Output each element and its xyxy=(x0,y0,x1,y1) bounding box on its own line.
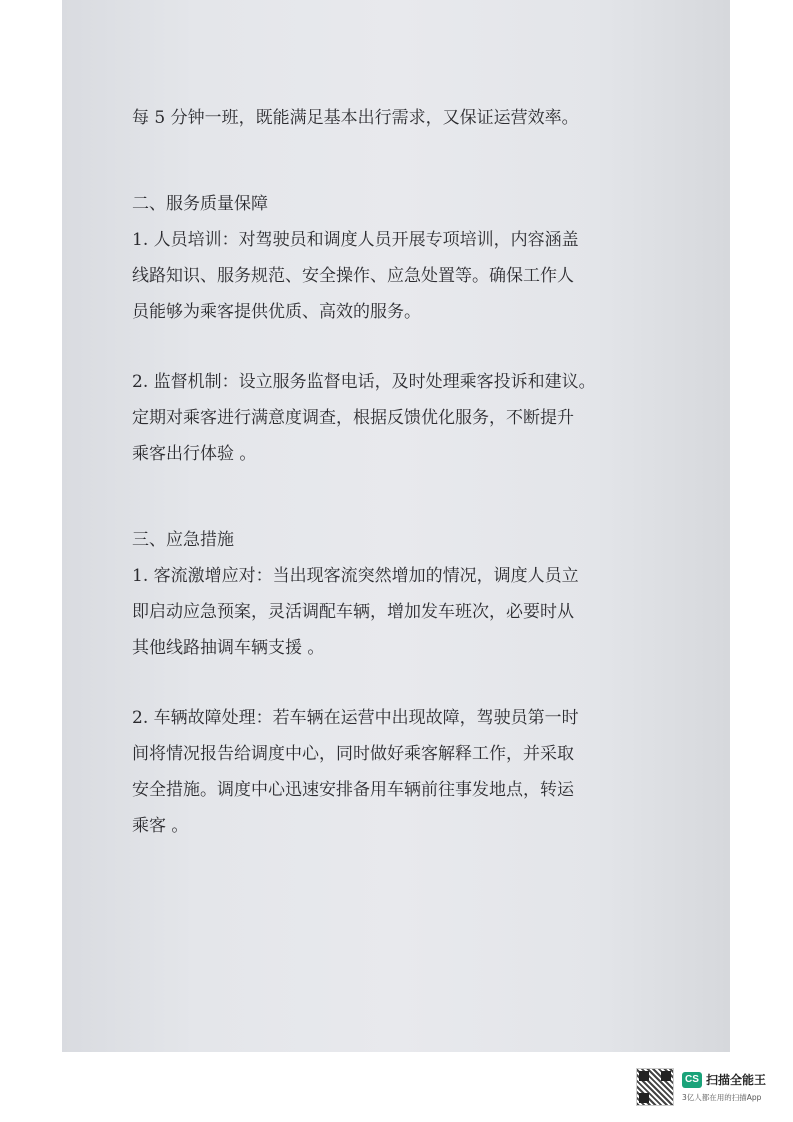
section-3-heading: 三、应急措施 xyxy=(132,530,234,550)
qr-code-icon xyxy=(636,1068,674,1106)
paragraph-line: 定期对乘客进行满意度调查，根据反馈优化服务，不断提升 xyxy=(132,408,574,428)
paragraph-line: 2. 车辆故障处理：若车辆在运营中出现故障，驾驶员第一时 xyxy=(132,708,579,728)
intro-line: 每 5 分钟一班，既能满足基本出行需求，又保证运营效率。 xyxy=(132,108,579,128)
paragraph-line: 1. 客流激增应对：当出现客流突然增加的情况，调度人员立 xyxy=(132,566,579,586)
camscanner-logo: CS xyxy=(682,1072,702,1088)
paragraph-line: 间将情况报告给调度中心，同时做好乘客解释工作，并采取 xyxy=(132,744,574,764)
paragraph-line: 1. 人员培训：对驾驶员和调度人员开展专项培训，内容涵盖 xyxy=(132,230,579,250)
paragraph-line: 即启动应急预案，灵活调配车辆，增加发车班次，必要时从 xyxy=(132,602,574,622)
paragraph-line: 2. 监督机制：设立服务监督电话，及时处理乘客投诉和建议。 xyxy=(132,372,596,392)
paragraph-line: 安全措施。调度中心迅速安排备用车辆前往事发地点，转运 xyxy=(132,780,574,800)
scanner-watermark xyxy=(636,1068,786,1110)
paragraph-line: 乘客出行体验 。 xyxy=(132,444,257,464)
paragraph-line: 乘客 。 xyxy=(132,816,189,836)
brand-tagline: 3亿人都在用的扫描App xyxy=(682,1093,762,1102)
paragraph-line: 其他线路抽调车辆支援 。 xyxy=(132,638,325,658)
paragraph-line: 员能够为乘客提供优质、高效的服务。 xyxy=(132,302,421,322)
paragraph-line: 线路知识、服务规范、安全操作、应急处置等。确保工作人 xyxy=(132,266,574,286)
section-2-heading: 二、服务质量保障 xyxy=(132,194,268,214)
document-body xyxy=(132,100,692,844)
brand-name: 扫描全能王 xyxy=(706,1073,767,1087)
scanned-page xyxy=(62,0,730,1052)
